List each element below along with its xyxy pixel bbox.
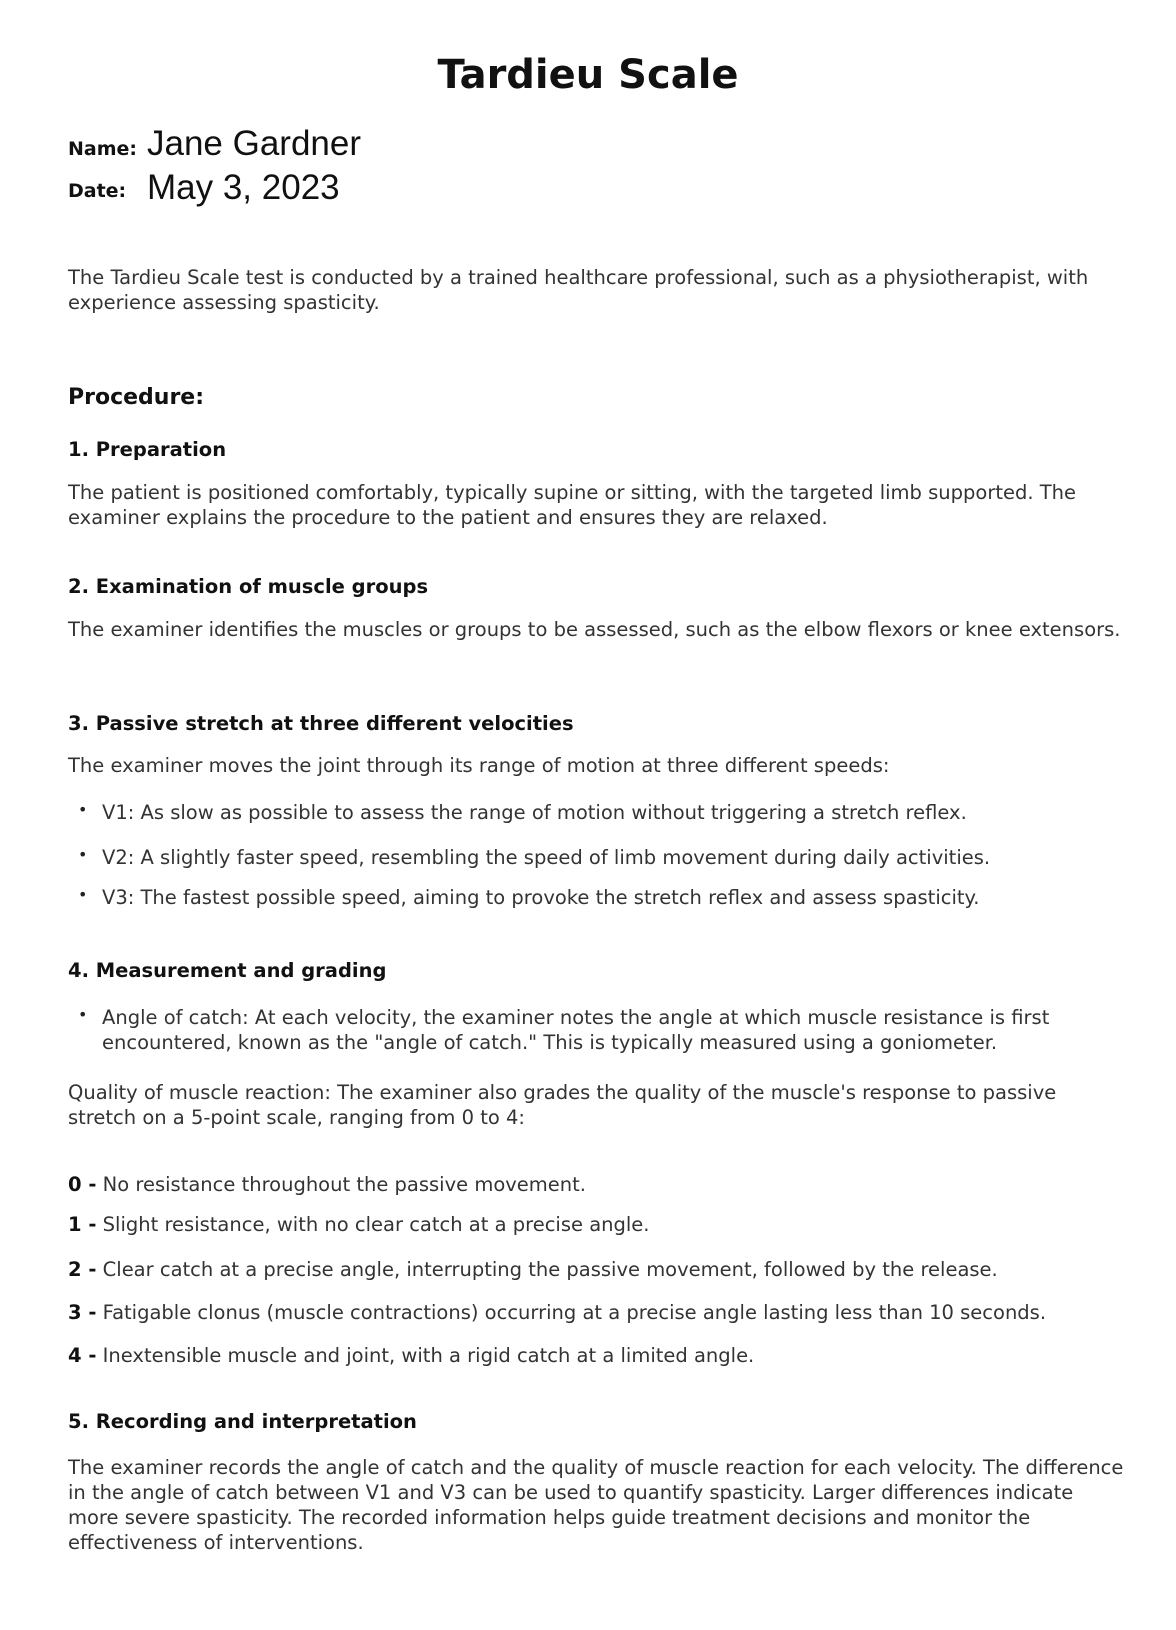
page-title: Tardieu Scale [437, 52, 739, 98]
section-2-text: The examiner identifies the muscles or groups to be assessed, such as the elbow flexors or knee extensors. [68, 618, 1121, 641]
grade-item [68, 1257, 1128, 1282]
bullet-text: • V1: As slow as possible to assess the range of motion without triggering a stretch reflex. [102, 801, 967, 824]
bullet-text: • Angle of catch: At each velocity, the examiner notes the angle at which muscle resistance is first encountered, known as the "angle of catch." This is typically measured using a goniometer. [102, 1006, 1050, 1054]
section-1-heading: 1. Preparation [68, 438, 227, 461]
grade-number: 1 - [68, 1213, 97, 1236]
grade-item [68, 1212, 1128, 1237]
intro-text: The Tardieu Scale test is conducted by a trained healthcare professional, such as a physiotherapist, with experience assessing spasticity. [68, 266, 1089, 314]
grade-number: 4 - [68, 1344, 97, 1367]
grade-text: Inextensible muscle and joint, with a rigid catch at a limited angle. [102, 1344, 755, 1367]
name-label: Name: [68, 138, 138, 160]
grade-text: Fatigable clonus (muscle contractions) occurring at a precise angle lasting less than 10 seconds. [102, 1301, 1047, 1324]
date-label: Date: [68, 180, 127, 202]
list-item [78, 885, 1118, 910]
grade-text: Clear catch at a precise angle, interrupting the passive movement, followed by the release. [102, 1258, 998, 1281]
grade-number: 3 - [68, 1301, 97, 1324]
bullet-text: • V2: A slightly faster speed, resembling the speed of limb movement during daily activities. [102, 846, 991, 869]
grade-number: 0 - [68, 1173, 97, 1196]
grade-item [68, 1300, 1128, 1325]
list-item [78, 800, 1118, 825]
section-3-text: The examiner moves the joint through its range of motion at three different speeds: [68, 754, 890, 777]
list-item [78, 845, 1118, 870]
section-5-heading: 5. Recording and interpretation [68, 1410, 417, 1433]
section-2-heading: 2. Examination of muscle groups [68, 575, 429, 598]
name-value: Jane Gardner [147, 124, 362, 163]
section-4-heading: 4. Measurement and grading [68, 959, 387, 982]
date-value: May 3, 2023 [147, 168, 340, 207]
bullet-text: • V3: The fastest possible speed, aiming to provoke the stretch reflex and assess spasticity. [102, 886, 980, 909]
grade-text: No resistance throughout the passive movement. [102, 1173, 586, 1196]
section-5-text: The examiner records the angle of catch and the quality of muscle reaction for each velocity. The difference in the angle of catch between V1 and V3 can be used to quantify spasticity. Larger differences indicate more severe spasticity. The recorded information helps guide treatment decisions and monitor the effectiveness of interventions. [68, 1456, 1124, 1554]
section-4-text: Quality of muscle reaction: The examiner also grades the quality of the muscle's response to passive stretch on a 5-point scale, ranging from 0 to 4: [68, 1081, 1057, 1129]
list-item [78, 1005, 1118, 1055]
procedure-heading: Procedure: [68, 385, 205, 410]
grade-number: 2 - [68, 1258, 97, 1281]
grade-item [68, 1343, 1128, 1368]
grade-item [68, 1172, 1128, 1197]
grade-text: Slight resistance, with no clear catch at a precise angle. [102, 1213, 650, 1236]
section-1-text: The patient is positioned comfortably, typically supine or sitting, with the targeted limb supported. The examiner explains the procedure to the patient and ensures they are relaxed. [68, 481, 1077, 529]
section-3-heading: 3. Passive stretch at three different velocities [68, 712, 574, 735]
